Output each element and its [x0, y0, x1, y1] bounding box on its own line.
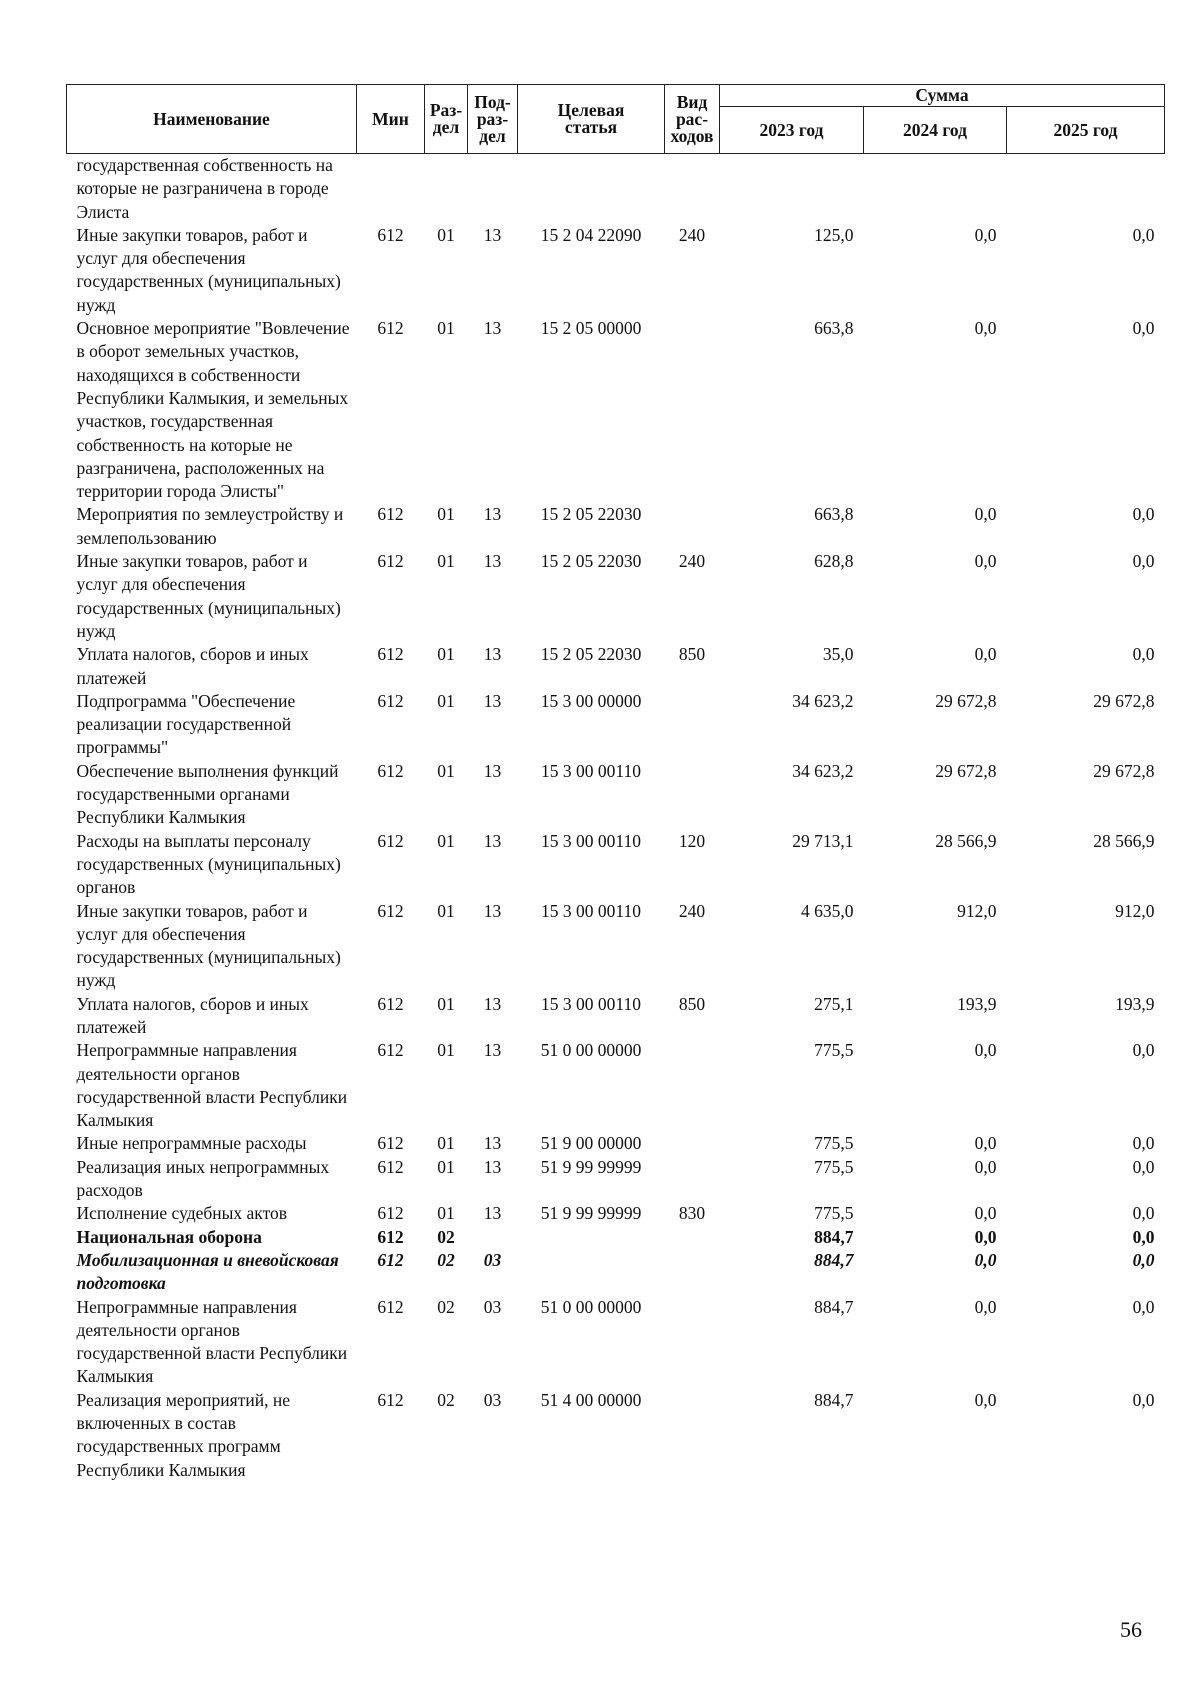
cell-2024 — [864, 154, 1007, 224]
cell-razdel: 01 — [437, 1203, 455, 1224]
cell-name: Уплата налогов, сборов и иных платежей — [76, 644, 309, 688]
table-row — [67, 1226, 1165, 1249]
budget-table — [66, 84, 1165, 1482]
cell-2023: 884,7 — [814, 1389, 854, 1410]
cell-2023 — [720, 154, 864, 224]
cell-name: Основное мероприятие "Вовлечение в оборот земельных участков, находящихся в собственности Республики Калмыкия, и земельных участков, государственная собственность на которые не разграничена, расположенных на территории города Элисты" — [76, 318, 350, 502]
cell-razdel: 01 — [437, 1040, 455, 1061]
table-row — [67, 1389, 1165, 1482]
cell-razdel: 01 — [437, 900, 455, 921]
cell-target: 15 2 05 22030 — [540, 551, 642, 572]
cell-target — [518, 1249, 665, 1296]
header-target: Целевая статья — [518, 85, 665, 154]
cell-vid — [665, 1132, 720, 1155]
table-row — [67, 317, 1165, 503]
cell-razdel: 01 — [437, 644, 455, 665]
header-2024: 2024 год — [864, 107, 1007, 154]
cell-2025: 193,9 — [1115, 993, 1155, 1014]
cell-target — [518, 1226, 665, 1249]
cell-vid: 240 — [678, 551, 706, 572]
cell-vid — [665, 317, 720, 503]
cell-podrazdel: 13 — [483, 318, 502, 339]
cell-razdel: 01 — [437, 224, 455, 245]
cell-2023: 4 635,0 — [801, 900, 854, 921]
cell-min: 612 — [377, 504, 404, 525]
cell-2025: 0,0 — [1132, 1226, 1155, 1247]
cell-name: Исполнение судебных актов — [76, 1203, 288, 1224]
table-row — [67, 503, 1165, 550]
cell-vid: 240 — [678, 224, 706, 245]
cell-min: 612 — [377, 690, 404, 711]
cell-razdel: 01 — [437, 830, 455, 851]
cell-podrazdel: 03 — [483, 1389, 502, 1410]
cell-razdel: 02 — [437, 1296, 455, 1317]
cell-2024: 0,0 — [974, 1133, 997, 1154]
cell-vid — [665, 1296, 720, 1389]
cell-target: 15 3 00 00110 — [541, 830, 641, 851]
cell-name: Иные закупки товаров, работ и услуг для обеспечения государственных (муниципальных) нужд — [76, 551, 341, 641]
cell-2025: 912,0 — [1115, 900, 1155, 921]
cell-podrazdel: 13 — [483, 900, 502, 921]
cell-podrazdel: 13 — [483, 830, 502, 851]
cell-min: 612 — [377, 993, 404, 1014]
cell-2023: 775,5 — [814, 1156, 854, 1177]
table-row — [67, 760, 1165, 830]
cell-2024: 0,0 — [974, 1203, 997, 1224]
cell-2025: 0,0 — [1132, 1203, 1155, 1224]
cell-2023: 775,5 — [814, 1203, 854, 1224]
cell-2024: 0,0 — [974, 1296, 997, 1317]
cell-podrazdel: 13 — [483, 551, 502, 572]
cell-2025: 0,0 — [1132, 1389, 1155, 1410]
cell-min: 612 — [377, 1133, 404, 1154]
cell-name: Иные закупки товаров, работ и услуг для обеспечения государственных (муниципальных) нужд — [76, 224, 341, 315]
cell-2023: 884,7 — [814, 1249, 854, 1270]
cell-2024: 29 672,8 — [935, 690, 997, 711]
table-row — [67, 1202, 1165, 1225]
cell-min: 612 — [377, 1203, 404, 1224]
cell-2023: 628,8 — [814, 551, 854, 572]
cell-vid — [665, 503, 720, 550]
cell-podrazdel: 03 — [483, 1249, 502, 1270]
cell-2025: 0,0 — [1132, 1249, 1155, 1270]
cell-name: Реализация мероприятий, не включенных в состав государственных программ Республики Калмыкия — [76, 1389, 290, 1480]
table-row — [67, 1132, 1165, 1155]
cell-2024: 0,0 — [974, 318, 997, 339]
cell-2024: 0,0 — [974, 1389, 997, 1410]
cell-2024: 0,0 — [974, 1040, 997, 1061]
cell-razdel: 02 — [437, 1249, 455, 1270]
header-vid: Вид рас- ходов — [665, 85, 720, 154]
cell-2025: 0,0 — [1132, 1040, 1155, 1061]
cell-podrazdel: 03 — [483, 1296, 502, 1317]
cell-podrazdel: 13 — [483, 690, 502, 711]
cell-podrazdel: 13 — [483, 224, 502, 245]
cell-target: 15 2 05 00000 — [540, 318, 642, 339]
cell-razdel: 02 — [437, 1226, 455, 1247]
cell-target: 15 3 00 00110 — [541, 900, 641, 921]
cell-podrazdel — [468, 1226, 518, 1249]
cell-vid — [665, 1226, 720, 1249]
cell-podrazdel: 13 — [483, 760, 502, 781]
cell-min — [357, 154, 425, 224]
cell-podrazdel: 13 — [483, 504, 502, 525]
cell-target: 51 9 00 00000 — [540, 1133, 642, 1154]
cell-2025: 29 672,8 — [1093, 760, 1155, 781]
cell-name: Обеспечение выполнения функций государственными органами Республики Калмыкия — [76, 760, 339, 828]
cell-podrazdel: 13 — [483, 1203, 502, 1224]
header-min: Мин — [357, 85, 425, 154]
cell-podrazdel: 13 — [483, 644, 502, 665]
cell-min: 612 — [377, 1156, 404, 1177]
cell-2024: 0,0 — [974, 551, 997, 572]
cell-2023: 663,8 — [814, 504, 854, 525]
cell-vid — [665, 154, 720, 224]
cell-razdel: 01 — [437, 993, 455, 1014]
table-row — [67, 1156, 1165, 1203]
cell-target: 15 3 00 00110 — [541, 760, 641, 781]
table-row — [67, 550, 1165, 643]
header-podrazdel: Под- раз- дел — [468, 85, 518, 154]
cell-name: Непрограммные направления деятельности органов государственной власти Республики Калмыкия — [76, 1040, 348, 1131]
cell-podrazdel: 13 — [483, 1040, 502, 1061]
cell-name: Расходы на выплаты персоналу государственных (муниципальных) органов — [76, 830, 341, 898]
cell-name: Уплата налогов, сборов и иных платежей — [76, 993, 309, 1037]
cell-razdel: 01 — [437, 318, 455, 339]
cell-2023: 775,5 — [814, 1040, 854, 1061]
cell-name: Реализация иных непрограммных расходов — [76, 1156, 330, 1201]
cell-target: 51 9 99 99999 — [540, 1156, 642, 1177]
cell-target: 15 2 05 22030 — [540, 504, 642, 525]
cell-podrazdel — [468, 154, 518, 224]
cell-2023: 34 623,2 — [792, 760, 854, 781]
cell-razdel: 01 — [437, 504, 455, 525]
table-row — [67, 1039, 1165, 1132]
cell-target: 15 2 04 22090 — [540, 224, 642, 245]
cell-min: 612 — [377, 551, 404, 572]
cell-vid: 850 — [678, 993, 706, 1014]
cell-2024: 28 566,9 — [935, 830, 997, 851]
cell-min: 612 — [377, 1226, 404, 1247]
cell-min: 612 — [377, 830, 404, 851]
cell-2024: 29 672,8 — [935, 760, 997, 781]
cell-razdel: 02 — [437, 1389, 455, 1410]
cell-vid: 120 — [678, 830, 706, 851]
cell-min: 612 — [377, 760, 404, 781]
table-row — [67, 1296, 1165, 1389]
header-name: Наименование — [67, 85, 357, 154]
cell-2023: 29 713,1 — [792, 830, 854, 851]
cell-2024: 0,0 — [974, 1156, 997, 1177]
cell-2024: 0,0 — [974, 1249, 997, 1270]
cell-2025: 0,0 — [1132, 504, 1155, 525]
cell-min: 612 — [377, 1249, 404, 1270]
cell-min: 612 — [377, 1389, 404, 1410]
cell-2025: 0,0 — [1132, 1296, 1155, 1317]
cell-2023: 34 623,2 — [792, 690, 854, 711]
cell-razdel — [425, 154, 468, 224]
cell-podrazdel: 13 — [483, 993, 502, 1014]
cell-razdel: 01 — [437, 551, 455, 572]
cell-target: 51 4 00 00000 — [540, 1389, 642, 1410]
cell-2024: 0,0 — [974, 224, 997, 245]
cell-2025: 0,0 — [1132, 1133, 1155, 1154]
table-body — [67, 154, 1165, 1482]
header-razdel: Раз- дел — [425, 85, 468, 154]
cell-2023: 775,5 — [814, 1133, 854, 1154]
header-2025: 2025 год — [1007, 107, 1165, 154]
cell-2024: 0,0 — [974, 644, 997, 665]
cell-2025: 28 566,9 — [1093, 830, 1155, 851]
cell-vid — [665, 760, 720, 830]
cell-2023: 275,1 — [814, 993, 854, 1014]
cell-2025: 0,0 — [1132, 318, 1155, 339]
cell-2023: 884,7 — [814, 1296, 854, 1317]
cell-name: Иные непрограммные расходы — [76, 1133, 307, 1154]
cell-min: 612 — [377, 224, 404, 245]
table-row — [67, 154, 1165, 224]
page-number: 56 — [1120, 1617, 1142, 1642]
cell-target: 51 9 99 99999 — [540, 1203, 642, 1224]
cell-2023: 884,7 — [814, 1226, 854, 1247]
cell-2024: 0,0 — [974, 1226, 997, 1247]
cell-target: 51 0 00 00000 — [540, 1296, 642, 1317]
cell-podrazdel: 13 — [483, 1133, 502, 1154]
cell-vid: 240 — [678, 900, 706, 921]
cell-name: государственная собственность на которые не разграничена в городе Элиста — [76, 155, 333, 222]
cell-2024: 0,0 — [974, 504, 997, 525]
cell-name: Подпрограмма "Обеспечение реализации государственной программы" — [76, 690, 296, 758]
cell-name: Непрограммные направления деятельности органов государственной власти Республики Калмыкия — [76, 1296, 348, 1387]
cell-vid — [665, 1039, 720, 1132]
cell-razdel: 01 — [437, 1133, 455, 1154]
table-row — [67, 224, 1165, 317]
table-row — [67, 830, 1165, 900]
cell-podrazdel: 13 — [483, 1156, 502, 1177]
cell-min: 612 — [377, 1040, 404, 1061]
table-row — [67, 1249, 1165, 1296]
cell-target: 15 3 00 00000 — [540, 690, 642, 711]
cell-min: 612 — [377, 318, 404, 339]
cell-2025: 0,0 — [1132, 1156, 1155, 1177]
cell-vid — [665, 1389, 720, 1482]
cell-2023: 663,8 — [814, 318, 854, 339]
cell-2025: 0,0 — [1132, 224, 1155, 245]
cell-name: Национальная оборона — [76, 1226, 262, 1247]
cell-min: 612 — [377, 1296, 404, 1317]
cell-vid — [665, 690, 720, 760]
table-row — [67, 993, 1165, 1040]
cell-2025: 0,0 — [1132, 644, 1155, 665]
cell-vid: 830 — [678, 1203, 706, 1224]
cell-razdel: 01 — [437, 760, 455, 781]
cell-target: 15 2 05 22030 — [540, 644, 642, 665]
cell-2024: 912,0 — [957, 900, 997, 921]
cell-min: 612 — [377, 900, 404, 921]
table-row — [67, 900, 1165, 993]
cell-2023: 125,0 — [814, 224, 854, 245]
table-row — [67, 643, 1165, 690]
cell-2025: 0,0 — [1132, 551, 1155, 572]
header-sum: Сумма — [720, 85, 1165, 107]
cell-2025: 29 672,8 — [1093, 690, 1155, 711]
cell-name: Мероприятия по землеустройству и землепользованию — [76, 504, 344, 548]
cell-vid — [665, 1249, 720, 1296]
cell-razdel: 01 — [437, 1156, 455, 1177]
table-row — [67, 690, 1165, 760]
cell-target — [518, 154, 665, 224]
cell-target: 15 3 00 00110 — [541, 993, 641, 1014]
cell-razdel: 01 — [437, 690, 455, 711]
cell-vid — [665, 1156, 720, 1203]
cell-min: 612 — [377, 644, 404, 665]
cell-name: Мобилизационная и вневойсковая подготовка — [76, 1249, 339, 1294]
cell-2023: 35,0 — [822, 644, 854, 665]
header-2023: 2023 год — [720, 107, 864, 154]
cell-2024: 193,9 — [957, 993, 997, 1014]
cell-2025 — [1007, 154, 1165, 224]
cell-target: 51 0 00 00000 — [540, 1040, 642, 1061]
cell-vid: 850 — [678, 644, 706, 665]
cell-name: Иные закупки товаров, работ и услуг для обеспечения государственных (муниципальных) нужд — [76, 900, 341, 991]
